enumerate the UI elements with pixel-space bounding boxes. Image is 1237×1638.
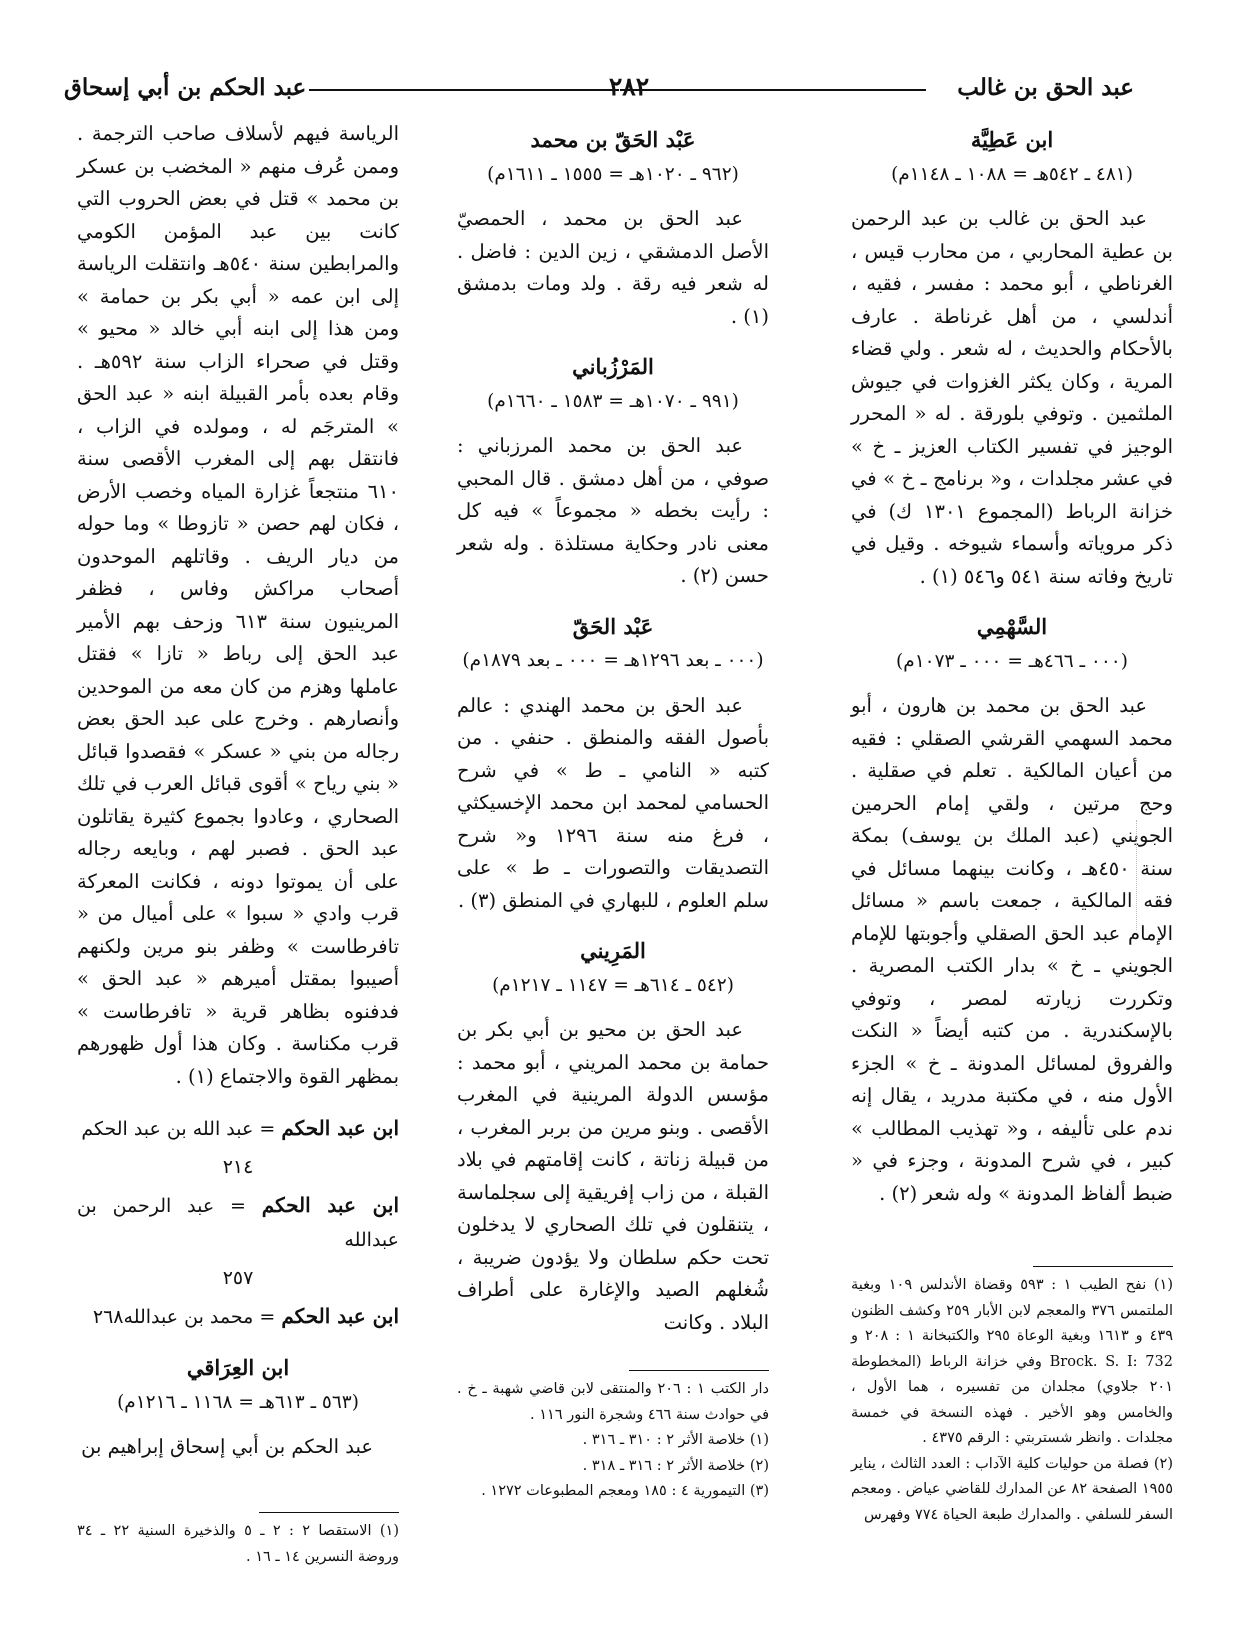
entry-body: عبد الحق بن محمد ، الحمصيّ الأصل الدمشقي ، زين الدين : فاضل . له شعر فيه رقة . ولد ومات بدمشق (١) . <box>457 207 769 328</box>
cross-reference <box>77 1188 399 1257</box>
footnotes-right <box>851 1262 1173 1528</box>
entry-title: ابن العِرَاقي <box>186 1355 290 1380</box>
footnotes-middle <box>457 1366 769 1505</box>
entry-title: عَبْد الحَقّ بن محمد <box>530 127 696 152</box>
header-rule-left <box>309 89 619 91</box>
page-number: ٢٨٢ <box>608 72 650 101</box>
footnotes-left <box>77 1508 399 1570</box>
entry-title: المَرِيني <box>580 938 646 963</box>
entry-body: عبد الحق بن غالب بن عبد الرحمن بن عطية المحاربي ، من محارب قيس ، الغرناطي ، أبو محمد : مفسر ، فقيه ، أندلسي ، من أهل غرناطة . عارف بالأحكام والحديث ، له شعر . ولي قضاء المرية ، وكان يكثر الغزوات في جيوش الملثمين . وتوفي بلورقة . له « المحرر الوجيز في تفسير الكتاب العزيز ـ خ » في عشر مجلدات ، و« برنامج ـ خ » في خزانة الرباط (المجموع ١٣٠١ ك) في ذكر مروياته وأسماء شيوخه . وقيل في تاريخ وفاته سنة ٥٤١ و٥٤٦ (١) . <box>851 207 1173 588</box>
header-right-title: عبد الحق بن غالب <box>957 74 1134 101</box>
footnote: (١) الاستقصا ٢ : ٢ ـ ٥ والذخيرة السنية ٢٢ ـ ٣٤ وروضة النسرين ١٤ ـ ١٦ . <box>77 1523 399 1565</box>
entry-body: عبد الحق بن محمد بن هارون ، أبو محمد السهمي القرشي الصقلي : فقيه من أعيان المالكية . تعلم في صقلية . وحج مرتين ، ولقي إمام الحرمين الجويني (عبد الملك بن يوسف) بمكة سنة ٤٥٠هـ ، وكانت بينهما مسائل في فقه المالكية ، جمعت باسم « مسائل الإمام عبد الحق الصقلي وأجوبتها للإمام الجويني ـ خ » بدار الكتب المصرية . وتكررت زيارته لمصر ، وتوفي بالإسكندرية . من كتبه أيضاً « النكت والفروق لمسائل المدونة ـ خ » الجزء الأول منه ، في مكتبة مدريد ، يقال إنه ندم على تأليفه ، و« تهذيب المطالب » كبير ، في شرح المدونة ، وجزء في « ضبط ألفاظ المدونة » وله شعر (٢) . <box>851 694 1173 1205</box>
entry-dates: (٩٩١ ـ ١٠٧٠هـ = ١٥٨٣ ـ ١٦٦٠م) <box>487 390 739 412</box>
xref-target: = عبد الرحمن بن عبدالله <box>77 1195 399 1251</box>
entry-body: عبد الحق بن محمد الهندي : عالم بأصول الفقه والمنطق . حنفي . من كتبه « النامي ـ ط » في شرح الحسامي لمحمد ابن محمد الإخسيكثي ، فرغ منه سنة ١٢٩٦ و« شرح التصديقات والتصورات ـ ط » على سلم العلوم ، للبهاري في المنطق (٣) . <box>457 693 769 912</box>
footnote: (٢) فصلة من حوليات كلية الآداب : العدد الثالث ، يناير ١٩٥٥ الصفحة ٨٢ عن المدارك للقاضي عياض . ومعجم السفر للسلفي . والمدارك طبعة الحياة ٧٧٤ وفهرس <box>851 1455 1173 1523</box>
xref-name: ابن عبد الحكم <box>261 1193 399 1217</box>
footnote: (٢) خلاصة الأثر ٢ : ٣١٦ ـ ٣١٨ . <box>582 1457 769 1474</box>
entry-dates: (٥٦٣ ـ ٦١٣هـ = ١١٦٨ ـ ١٢١٦م) <box>117 1391 359 1413</box>
footnote-rule <box>1033 1266 1173 1267</box>
cross-reference <box>77 1299 399 1334</box>
footnote: دار الكتب ١ : ٢٠٦ والمنتقى لابن قاضي شهبة ـ خ . في حوادث سنة ٤٦٦ وشجرة النور ١١٦ . <box>457 1381 769 1423</box>
xref-target: = عبد الله بن عبد الحكم <box>81 1118 276 1140</box>
header-left-title: عبد الحكم بن أبي إسحاق <box>64 74 307 101</box>
footnote: (١) خلاصة الأثر ٢ : ٣١٠ ـ ٣١٦ . <box>582 1432 769 1448</box>
entry-title: ابن عَطِيَّة <box>970 127 1054 152</box>
page-header <box>64 70 1134 110</box>
entry-dates: (٥٤٢ ـ ٦١٤هـ = ١١٤٧ ـ ١٢١٧م) <box>492 974 734 996</box>
entry-dates: (٤٨١ ـ ٥٤٢هـ = ١٠٨٨ ـ ١١٤٨م) <box>891 163 1133 185</box>
footnote-rule <box>629 1370 769 1371</box>
column-middle <box>457 118 769 1357</box>
entry-body: عبد الحكم بن أبي إسحاق إبراهيم بن <box>81 1435 373 1458</box>
footnote: (٣) التيمورية ٤ : ١٨٥ ومعجم المطبوعات ١٢٧٢ . <box>481 1483 769 1499</box>
entry-dates: (٠٠٠ ـ ٤٦٦هـ = ٠٠٠ ـ ١٠٧٣م) <box>896 650 1128 672</box>
xref-name: ابن عبد الحكم <box>281 1116 399 1140</box>
entry-dates: (٩٦٢ ـ ١٠٢٠هـ = ١٥٥٥ ـ ١٦١١م) <box>487 163 739 185</box>
entry-title: عَبْد الحَقّ <box>572 613 654 639</box>
xref-page: ٢٥٧ <box>222 1267 254 1289</box>
column-left <box>77 118 399 1482</box>
entry-body: عبد الحق بن محيو بن أبي بكر بن حمامة بن محمد المريني ، أبو محمد : مؤسس الدولة المرينية في المغرب الأقصى . وبنو مرين من بربر المغرب ، من قبيلة زناتة ، كانت إقامتهم في بلاد القبلة ، من زاب إفريقية إلى سجلماسة ، يتنقلون في تلك الصحاري لا يدخلون تحت حكم سلطان ولا يؤدون ضريبة ، شُغلهم الصيد والإغارة على أطراف البلاد . وكانت <box>457 1018 769 1334</box>
column-right <box>851 118 1173 1228</box>
scan-margin-mark <box>1132 820 1137 930</box>
footnote: (١) نفح الطيب ١ : ٥٩٣ وقضاة الأندلس ١٠٩ وبغية الملتمس ٣٧٦ والمعجم لابن الأبار ٢٥٩ وكشف الظنون ٤٣٩ و ١٦١٣ وبغية الوعاة ٢٩٥ والكتبخانة ١ : ٢٠٨ و Brock. S. I: 732 وفي خزانة الرباط (المخطوطة ٢٠١ جلاوي) مجلدان من تفسيره ، هما الأول ، والخامس وهو الأخير . فهذه النسخة في خمسة مجلدات . وانظر شستربتي : الرقم ٤٣٧٥ . <box>851 1277 1174 1446</box>
entry-body: عبد الحق بن محمد المرزباني : صوفي ، من أهل دمشق . قال المحبي : رأيت بخطه « مجموعاً » فيه كل معنى نادر وحكاية مستلذة . وله شعر حسن (٢) . <box>457 434 769 587</box>
entry-title: السَّهْمِي <box>976 614 1048 639</box>
xref-target: = محمد بن عبدالله٢٦٨ <box>92 1306 276 1328</box>
cross-reference <box>77 1111 399 1146</box>
xref-name: ابن عبد الحكم <box>281 1304 399 1328</box>
footnote-rule <box>259 1512 399 1513</box>
entry-body-continued: الرياسة فيهم لأسلاف صاحب الترجمة . وممن عُرف منهم « المخضب بن عسكر بن محمد » قتل في بعض الحروب التي كانت بين عبد المؤمن الكومي والمرابطين سنة ٥٤٠هـ وانتقلت الرياسة إلى ابن عمه « أبي بكر بن حمامة » ومن هذا إلى ابنه أبي خالد « محيو » وقتل في صحراء الزاب سنة ٥٩٢هـ . وقام بعده بأمر القبيلة ابنه « عبد الحق » المترجَم له ، ومولده في الزاب ، فانتقل بهم إلى المغرب الأقصى سنة ٦١٠ منتجعاً غزارة المياه وخصب الأرض ، فكان لهم حصن « تازوطا » وما حوله من ديار الريف . وقاتلهم الموحدون أصحاب مراكش وفاس ، فظفر المرينيون سنة ٦١٣ وزحف بهم الأمير عبد الحق إلى رباط « تازا » فقتل عاملها وهزم من كان معه من الموحدين وأنصارهم . وخرج على عبد الحق بعض رجاله من بني « عسكر » فقصدوا قبائل « بني رياح » أقوى قبائل العرب في تلك الصحاري ، وعادوا بجموع كثيرة يقاتلون عبد الحق . فصبر لهم ، وبايعه رجاله على أن يموتوا دونه ، فكانت المعركة قرب وادي « سبوا » على أميال من « تافرطاست » وظفر بنو مرين ولكنهم أصيبوا بمقتل أميرهم « عبد الحق » فدفنوه بظاهر قرية « تافرطاست » قرب مكناسة . وكان هذا أول ظهورهم بمظهر القوة والاجتماع (١) . <box>77 122 399 1088</box>
xref-page: ٢١٤ <box>222 1156 254 1178</box>
entry-dates: (٠٠٠ ـ بعد ١٢٩٦هـ = ٠٠٠ ـ بعد ١٨٧٩م) <box>462 650 764 671</box>
entry-title: المَرْزُباني <box>572 354 654 379</box>
